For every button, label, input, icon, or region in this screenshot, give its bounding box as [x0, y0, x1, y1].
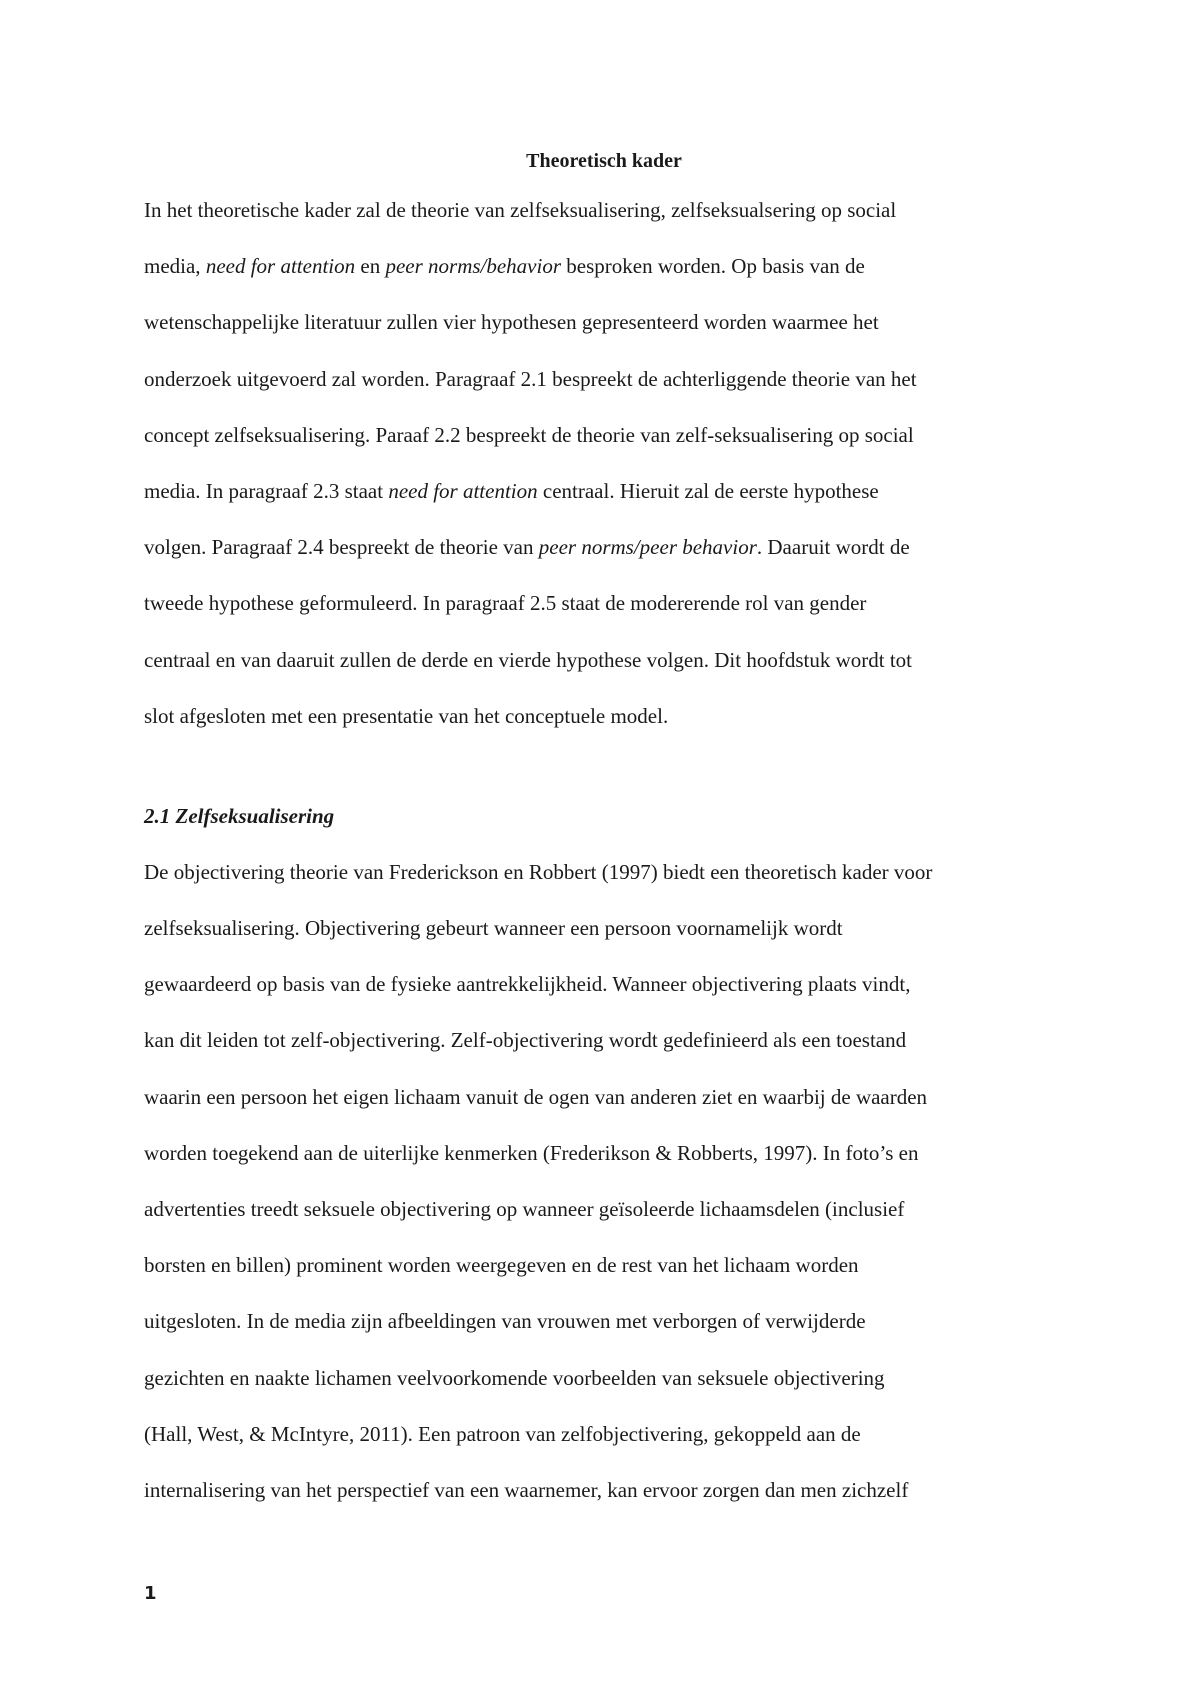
- section-paragraph: [144, 844, 1064, 1518]
- section-heading: 2.1 Zelfseksualisering: [144, 803, 335, 828]
- text-line: zelfseksualisering. Objectivering gebeurt wanneer een persoon voornamelijk wordt: [144, 916, 843, 941]
- text-line: internalisering van het perspectief van een waarnemer, kan ervoor zorgen dan men zichzelf: [144, 1477, 909, 1502]
- text-line: media, need for attention en peer norms/behavior besproken worden. Op basis van de: [144, 254, 865, 279]
- text-line: advertenties treedt seksuele objectivering op wanneer geïsoleerde lichaamsdelen (inclusief: [144, 1197, 905, 1221]
- italic-term: peer norms/behavior: [385, 254, 562, 279]
- text-line: concept zelfseksualisering. Paraaf 2.2 bespreekt de theorie van zelf-seksualisering op social: [144, 422, 914, 447]
- text-line: centraal en van daaruit zullen de derde en vierde hypothese volgen. Dit hoofdstuk wordt tot: [144, 647, 912, 672]
- text-line: De objectivering theorie van Frederickson en Robbert (1997) biedt een theoretisch kader voor: [144, 859, 933, 884]
- text-line: slot afgesloten met een presentatie van het conceptuele model.: [144, 703, 669, 728]
- text-line: volgen. Paragraaf 2.4 bespreekt de theorie van peer norms/peer behavior. Daaruit wordt de: [144, 535, 910, 560]
- text-line: wetenschappelijke literatuur zullen vier hypothesen gepresenteerd worden waarmee het: [144, 310, 879, 335]
- text-line: worden toegekend aan de uiterlijke kenmerken (Frederikson & Robberts, 1997). In foto’s en: [144, 1140, 919, 1165]
- text-line: media. In paragraaf 2.3 staat need for attention centraal. Hieruit zal de eerste hypothese: [144, 478, 879, 503]
- page-title: Theoretisch kader: [526, 150, 682, 172]
- text-line: borsten en billen) prominent worden weergegeven en de rest van het lichaam worden: [144, 1253, 859, 1278]
- text-line: kan dit leiden tot zelf-objectivering. Zelf-objectivering wordt gedefinieerd als een toestand: [144, 1028, 907, 1053]
- italic-term: need for attention: [205, 254, 356, 279]
- text-line: onderzoek uitgevoerd zal worden. Paragraaf 2.1 bespreekt de achterliggende theorie van het: [144, 366, 917, 391]
- document-body: [144, 140, 1064, 1518]
- text-line: In het theoretische kader zal de theorie van zelfseksualisering, zelfseksualsering op social: [144, 198, 897, 222]
- text-line: gezichten en naakte lichamen veelvoorkomende voorbeelden van seksuele objectivering: [144, 1365, 885, 1390]
- intro-paragraph: [144, 182, 1064, 744]
- text-line: (Hall, West, & McIntyre, 2011). Een patroon van zelfobjectivering, gekoppeld aan de: [144, 1421, 861, 1446]
- text-line: gewaardeerd op basis van de fysieke aantrekkelijkheid. Wanneer objectivering plaats vindt,: [144, 972, 911, 997]
- text-line: uitgesloten. In de media zijn afbeeldingen van vrouwen met verborgen of verwijderde: [144, 1309, 866, 1334]
- text-line: waarin een persoon het eigen lichaam vanuit de ogen van anderen ziet en waarbij de waarden: [144, 1084, 928, 1109]
- section-spacer: [144, 744, 1064, 788]
- page-number: 1: [144, 1583, 157, 1604]
- italic-term: need for attention: [388, 478, 538, 503]
- text-line: tweede hypothese geformuleerd. In paragraaf 2.5 staat de modererende rol van gender: [144, 591, 867, 616]
- italic-term: peer norms/peer behavior: [538, 535, 757, 560]
